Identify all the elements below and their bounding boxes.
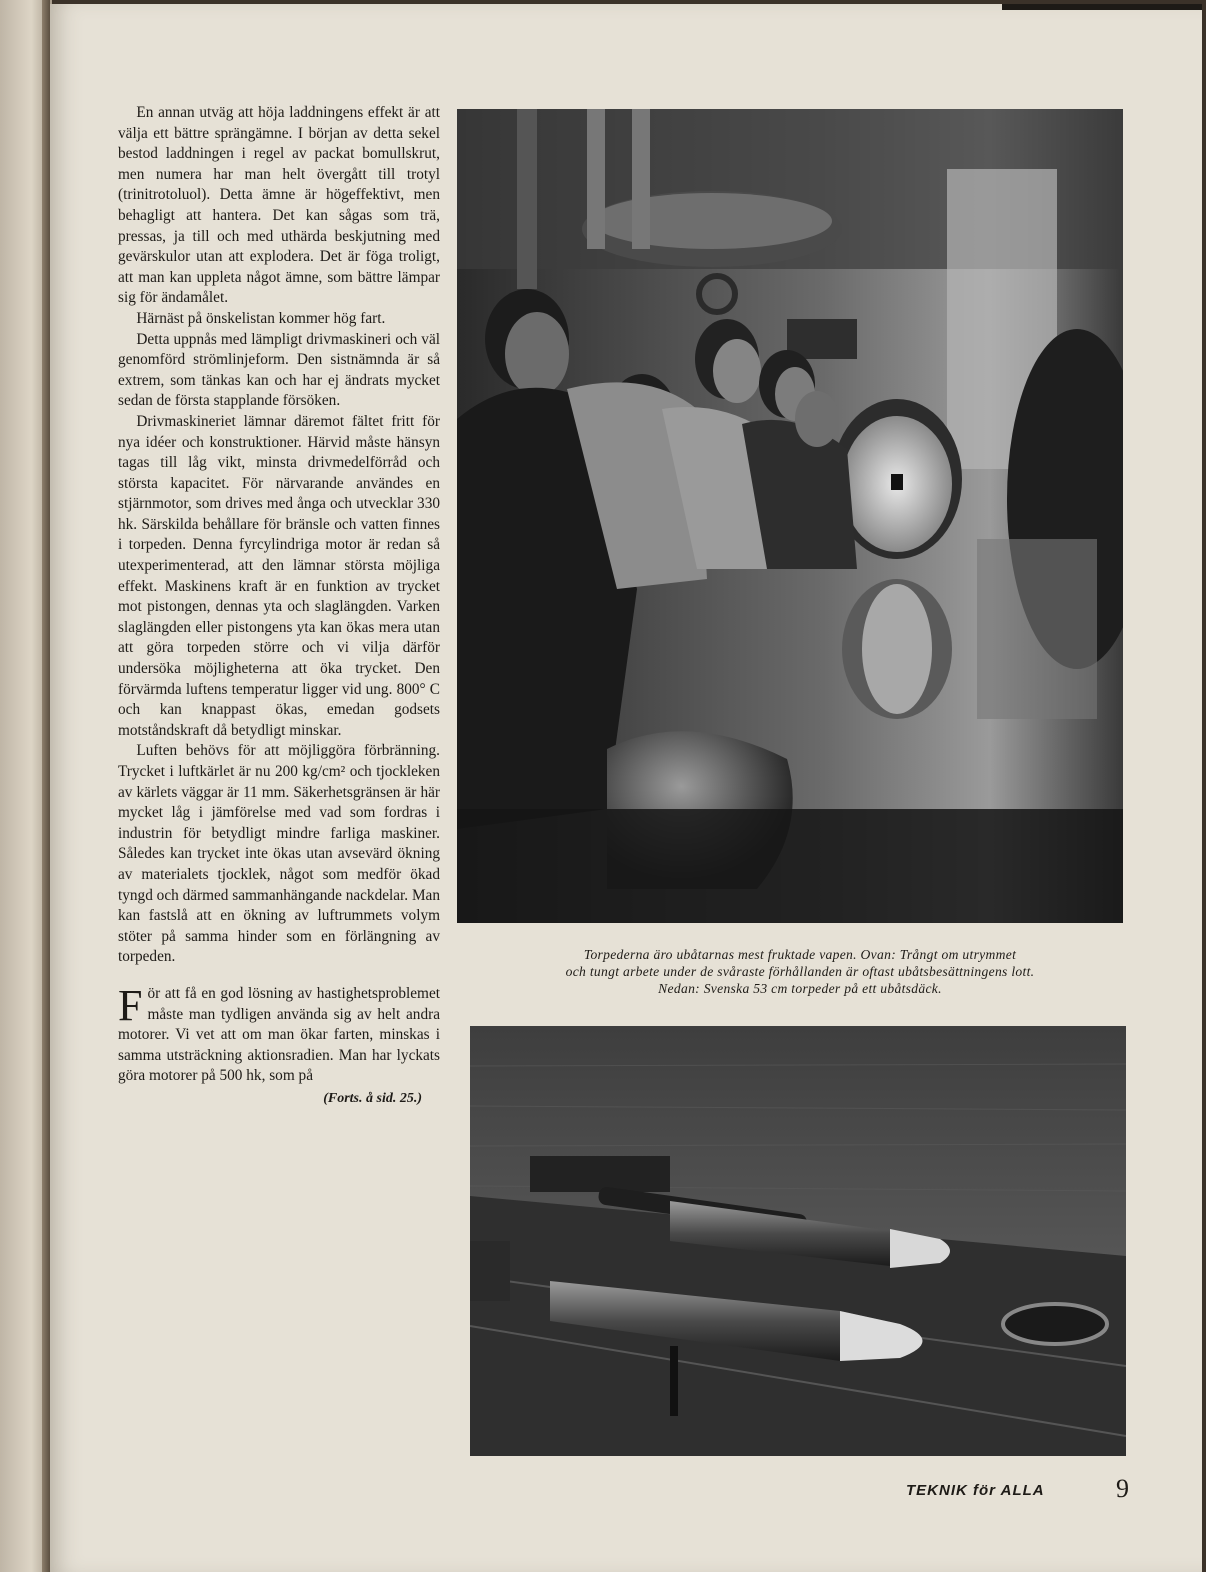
page-number: 9: [1116, 1474, 1129, 1503]
continued-note: (Forts. å sid. 25.): [323, 1090, 422, 1106]
caption-line-2: och tungt arbete under de svåraste förhållanden är oftast ubåtsbesättningens lott.: [565, 964, 1035, 979]
article-column: [118, 103, 440, 1110]
magazine-title: TEKNIK för ALLA: [906, 1482, 1045, 1499]
submarine-crew-photo: [457, 109, 1123, 923]
caption-line-1: Torpederna äro ubåtarnas mest fruktade vapen. Ovan: Trångt om utrymmet: [583, 947, 1017, 962]
article-paragraph-5: Luften behövs för att möjliggöra förbränning. Trycket i luftkärlet är nu 200 kg/cm² och tjockleken av kärlets väggar är 11 mm. Säkerhetsgränsen är här mycket låg i jämförelse med vad som fordras i industrin för betydligt mindre farliga maskiner. Således kan trycket inte ökas utan avsevärd ökning av materialets tjocklek, något som medför ökad tyngd och därmed sammanhängande nackdelar. Man kan fastslå att en ökning av luftrummets volym stöter på samma hinder som en förlängning av torpeden.: [118, 742, 440, 966]
caption-line-3: Nedan: Svenska 53 cm torpeder på ett ubåtsdäck.: [658, 981, 942, 996]
article-paragraph-4: Drivmaskineriet lämnar däremot fältet fritt för nya idéer och konstruktioner. Härvid måste hänsyn tagas till låg vikt, minsta drivmedelförråd och största kapacitet. För närvarande användes en stjärnmotor, som drives med ånga och utvecklar 330 hk. Särskilda behållare för bränsle och vatten finnes i torpeden. Denna fyrcylindriga motor är redan så utexperimenterad, att den lämnar största möjliga effekt. Maskinens kraft är en funktion av trycket mot pistongen, dennas yta och slaglängden. Varken slaglängden eller pistongens yta kan ökas mera utan att göra torpeden större och vi vilja därför undersöka möjligheterna att öka trycket. Den förvärmda luftens temperatur ligger vid ung. 800° C och kan knappast ökas, emedan godsets motståndskraft då betydligt minskar.: [118, 412, 440, 739]
torpedoes-illustration: [470, 1026, 1126, 1456]
torpedoes-on-deck-photo: [470, 1026, 1126, 1456]
page-gutter: [42, 0, 50, 1572]
photo-caption: [468, 946, 1132, 997]
article-paragraph-1: En annan utväg att höja laddningens effekt är att välja ett bättre sprängämne. I början av detta sekel bestod laddningen i regel av packat bomullskrut, men numera har man helt övergått till trotyl (trinitrotoluol). Detta ämne är högeffektivt, men behagligt att hantera. Det kan sågas som trä, pressas, ja till och med uthärda beskjutning med gevärskulor utan att explodera. Det är föga troligt, att man kan uppleta något ämne, som bättre lämpar sig för ändamålet.: [118, 104, 440, 307]
article-paragraph-3: Detta uppnås med lämpligt drivmaskineri och väl genomförd strömlinjeform. Den sistnämnda är så extrem, som tänkas kan och har ej ändrats mycket sedan de första stapplande försöken.: [118, 330, 440, 410]
article-paragraph-2: Härnäst på önskelistan kommer hög fart.: [136, 309, 386, 327]
submarine-crew-illustration: [457, 109, 1123, 923]
drop-cap: F: [118, 980, 143, 1030]
article-paragraph-6: [118, 980, 440, 1087]
article-paragraph-6-text: ör att få en god lösning av hastighetsproblemet måste man tydligen använda sig av helt andra motorer. Vi vet att om man ökar farten, minskas i samma utsträckning aktionsradien. Man har lyckats göra motorer på 500 hk, som på: [118, 984, 440, 1085]
corner-shadow: [1002, 4, 1202, 10]
